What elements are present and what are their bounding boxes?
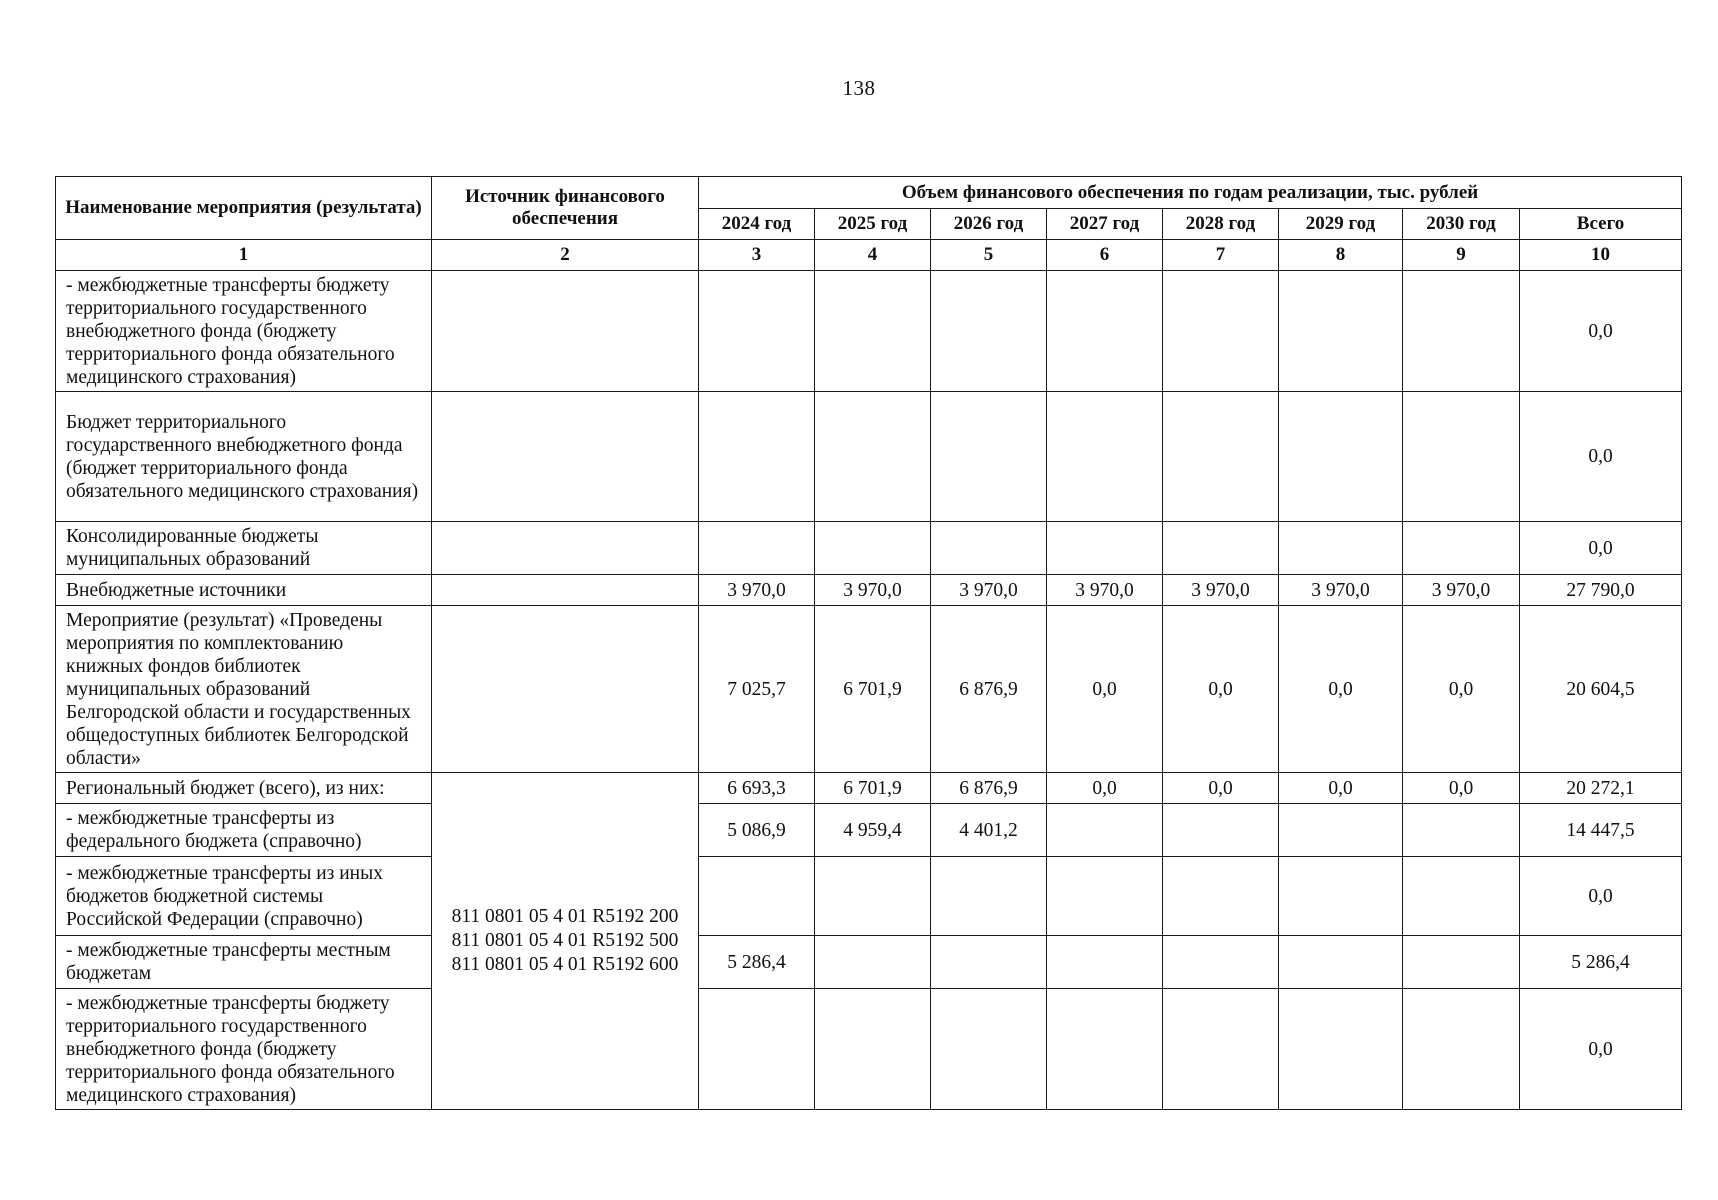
cell-total: 0,0 [1520, 271, 1682, 392]
column-number: 10 [1520, 240, 1682, 271]
cell-total: 5 286,4 [1520, 936, 1682, 989]
column-number: 2 [432, 240, 699, 271]
cell-2025: 3 970,0 [815, 575, 931, 606]
header-total: Всего [1520, 209, 1682, 240]
cell-2027 [1047, 804, 1163, 857]
cell-2026 [931, 522, 1047, 575]
cell-2027 [1047, 271, 1163, 392]
column-number: 7 [1163, 240, 1279, 271]
cell-2028 [1163, 989, 1279, 1110]
cell-2024 [699, 989, 815, 1110]
cell-2025 [815, 392, 931, 522]
table-row [56, 271, 1682, 392]
column-number: 9 [1403, 240, 1520, 271]
cell-2025: 6 701,9 [815, 773, 931, 804]
cell-2028: 0,0 [1163, 773, 1279, 804]
row-name: - межбюджетные трансферты бюджету территориального государственного внебюджетного фонда (бюджету территориального фонда обязательного медицинского страхования) [56, 989, 432, 1110]
cell-2030 [1403, 936, 1520, 989]
row-name: Региональный бюджет (всего), из них: [56, 773, 432, 804]
row-name: - межбюджетные трансферты бюджету территориального государственного внебюджетного фонда (бюджету территориального фонда обязательного медицинского страхования) [56, 271, 432, 392]
cell-2026 [931, 392, 1047, 522]
cell-2028 [1163, 804, 1279, 857]
cell-2028 [1163, 857, 1279, 936]
cell-2029: 3 970,0 [1279, 575, 1403, 606]
cell-total: 0,0 [1520, 989, 1682, 1110]
column-number: 4 [815, 240, 931, 271]
cell-2026: 4 401,2 [931, 804, 1047, 857]
page-number: 138 [842, 76, 876, 100]
header-year-2030: 2030 год [1403, 209, 1520, 240]
header-volume: Объем финансового обеспечения по годам реализации, тыс. рублей [699, 177, 1682, 209]
cell-2026 [931, 936, 1047, 989]
cell-2028 [1163, 392, 1279, 522]
cell-total: 0,0 [1520, 857, 1682, 936]
row-name: Внебюджетные источники [56, 575, 432, 606]
header-year-2026: 2026 год [931, 209, 1047, 240]
column-number: 8 [1279, 240, 1403, 271]
cell-2029 [1279, 271, 1403, 392]
header-source: Источник финансового обеспечения [432, 177, 699, 240]
row-source [432, 522, 699, 575]
cell-2030 [1403, 522, 1520, 575]
cell-2029 [1279, 989, 1403, 1110]
cell-2027: 3 970,0 [1047, 575, 1163, 606]
cell-2030 [1403, 271, 1520, 392]
cell-total: 14 447,5 [1520, 804, 1682, 857]
cell-2027: 0,0 [1047, 773, 1163, 804]
cell-2030 [1403, 392, 1520, 522]
cell-2026 [931, 271, 1047, 392]
header-year-2024: 2024 год [699, 209, 815, 240]
cell-2025 [815, 936, 931, 989]
header-year-2027: 2027 год [1047, 209, 1163, 240]
table-row [56, 857, 1682, 936]
cell-2030 [1403, 989, 1520, 1110]
cell-2025: 6 701,9 [815, 606, 931, 773]
row-source [432, 575, 699, 606]
cell-2029 [1279, 804, 1403, 857]
column-number: 1 [56, 240, 432, 271]
cell-total: 0,0 [1520, 392, 1682, 522]
row-source [432, 606, 699, 773]
column-number: 6 [1047, 240, 1163, 271]
cell-2029: 0,0 [1279, 773, 1403, 804]
merged-source-cell [432, 773, 699, 1110]
cell-2024 [699, 392, 815, 522]
cell-2030: 0,0 [1403, 606, 1520, 773]
cell-total: 20 272,1 [1520, 773, 1682, 804]
row-source [432, 392, 699, 522]
header-year-2025: 2025 год [815, 209, 931, 240]
table-row [56, 606, 1682, 773]
cell-2026 [931, 989, 1047, 1110]
cell-2024 [699, 522, 815, 575]
table-row [56, 936, 1682, 989]
header-name: Наименование мероприятия (результата) [56, 177, 432, 240]
cell-2024: 6 693,3 [699, 773, 815, 804]
financing-table [55, 176, 1682, 1110]
row-name: - межбюджетные трансферты из федерального бюджета (справочно) [56, 804, 432, 857]
cell-2027 [1047, 857, 1163, 936]
cell-2026: 6 876,9 [931, 773, 1047, 804]
table-row [56, 522, 1682, 575]
column-number: 3 [699, 240, 815, 271]
table-row [56, 989, 1682, 1110]
cell-2028 [1163, 271, 1279, 392]
source-code: 811 0801 05 4 01 R5192 200 [451, 906, 679, 927]
cell-2028: 0,0 [1163, 606, 1279, 773]
column-number: 5 [931, 240, 1047, 271]
cell-total: 27 790,0 [1520, 575, 1682, 606]
cell-2030: 3 970,0 [1403, 575, 1520, 606]
row-name: Бюджет территориального государственного внебюджетного фонда (бюджет территориального фонда обязательного медицинского страхования) [56, 392, 432, 522]
cell-2027 [1047, 522, 1163, 575]
source-code: 811 0801 05 4 01 R5192 600 [451, 954, 679, 975]
source-code: 811 0801 05 4 01 R5192 500 [451, 930, 679, 951]
row-name: Мероприятие (результат) «Проведены мероприятия по комплектованию книжных фондов библиотек муниципальных образований Белгородской области и государственных общедоступных библиотек Белгородской области» [56, 606, 432, 773]
row-name: Консолидированные бюджеты муниципальных образований [56, 522, 432, 575]
cell-2027: 0,0 [1047, 606, 1163, 773]
cell-2025: 4 959,4 [815, 804, 931, 857]
cell-2029 [1279, 522, 1403, 575]
cell-2028 [1163, 936, 1279, 989]
cell-2026: 3 970,0 [931, 575, 1047, 606]
cell-2030 [1403, 857, 1520, 936]
cell-2029 [1279, 392, 1403, 522]
table-row [56, 392, 1682, 522]
cell-2024 [699, 857, 815, 936]
cell-2024 [699, 271, 815, 392]
cell-2025 [815, 989, 931, 1110]
cell-2024: 7 025,7 [699, 606, 815, 773]
table-row [56, 804, 1682, 857]
cell-2029: 0,0 [1279, 606, 1403, 773]
cell-2024: 3 970,0 [699, 575, 815, 606]
table-row [56, 773, 1682, 804]
cell-total: 0,0 [1520, 522, 1682, 575]
cell-2025 [815, 857, 931, 936]
row-name: - межбюджетные трансферты из иных бюджетов бюджетной системы Российской Федерации (справочно) [56, 857, 432, 936]
cell-2029 [1279, 936, 1403, 989]
row-source [432, 271, 699, 392]
header-year-2028: 2028 год [1163, 209, 1279, 240]
column-numbers-row [56, 240, 1682, 271]
row-name: - межбюджетные трансферты местным бюджетам [56, 936, 432, 989]
table-row [56, 575, 1682, 606]
cell-2027 [1047, 989, 1163, 1110]
cell-2026: 6 876,9 [931, 606, 1047, 773]
cell-2025 [815, 522, 931, 575]
cell-2024: 5 086,9 [699, 804, 815, 857]
cell-2024: 5 286,4 [699, 936, 815, 989]
cell-2028: 3 970,0 [1163, 575, 1279, 606]
cell-2030: 0,0 [1403, 773, 1520, 804]
cell-2030 [1403, 804, 1520, 857]
cell-2029 [1279, 857, 1403, 936]
cell-2027 [1047, 936, 1163, 989]
cell-2027 [1047, 392, 1163, 522]
cell-2028 [1163, 522, 1279, 575]
cell-2025 [815, 271, 931, 392]
cell-2026 [931, 857, 1047, 936]
header-year-2029: 2029 год [1279, 209, 1403, 240]
cell-total: 20 604,5 [1520, 606, 1682, 773]
